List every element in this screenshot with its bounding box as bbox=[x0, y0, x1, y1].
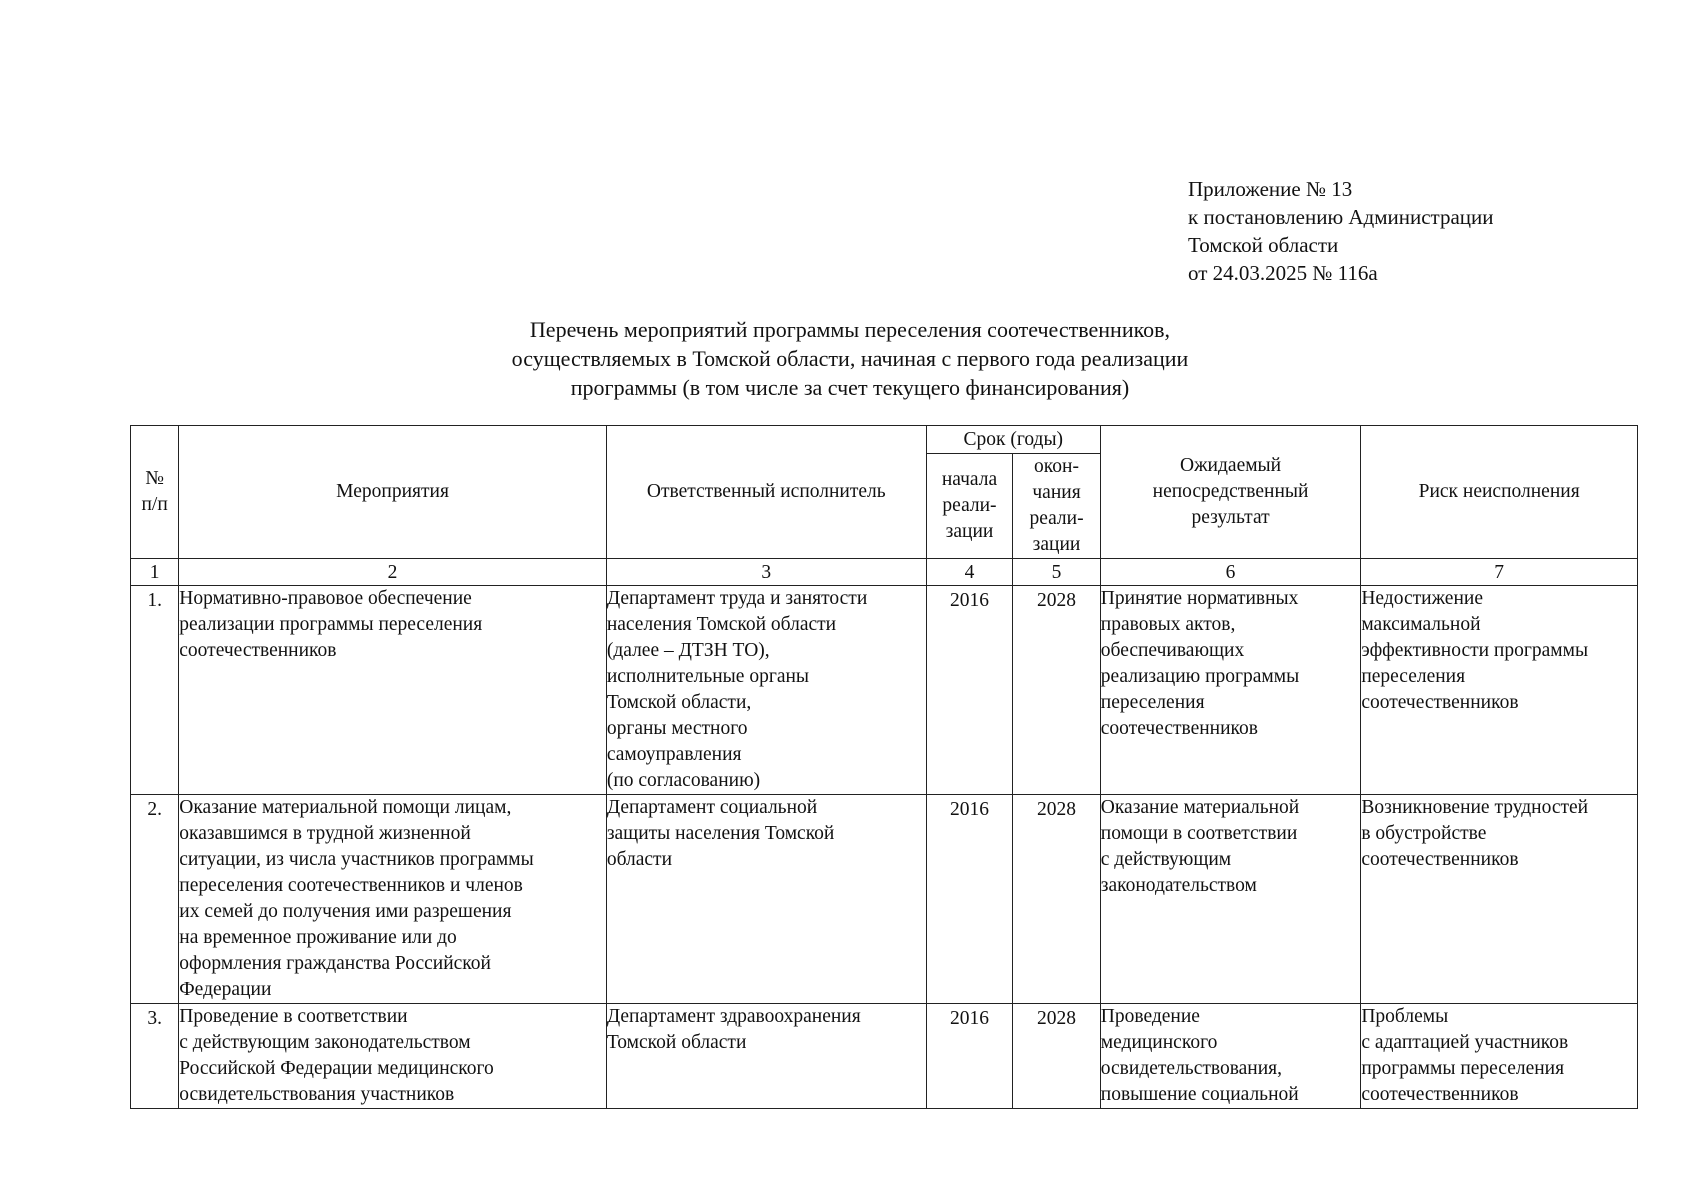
cell-line: Департамент здравоохранения bbox=[606, 1006, 861, 1027]
header-text: № bbox=[145, 468, 164, 489]
header-text: начала bbox=[941, 469, 998, 490]
header-start bbox=[926, 454, 1013, 559]
table-row bbox=[131, 586, 1638, 795]
end-year-cell: 2028 bbox=[1013, 1004, 1101, 1109]
header-result bbox=[1100, 426, 1361, 559]
cell-line: соотечественников bbox=[1361, 1084, 1519, 1105]
cell-line: переселения bbox=[1361, 666, 1466, 687]
header-text: зации bbox=[1032, 534, 1081, 555]
cell-line: в обустройстве bbox=[1361, 823, 1487, 844]
cell-line: законодательством bbox=[1100, 875, 1257, 896]
title-line: Перечень мероприятий программы переселения соотечественников, bbox=[529, 317, 1171, 342]
end-year-cell: 2028 bbox=[1013, 795, 1101, 1004]
result-cell bbox=[1100, 586, 1361, 795]
cell-line: переселения соотечественников и членов bbox=[179, 875, 523, 896]
cell-line: с действующим bbox=[1100, 849, 1232, 870]
result-cell bbox=[1100, 1004, 1361, 1109]
column-number: 1 bbox=[131, 559, 179, 586]
end-year-cell: 2028 bbox=[1013, 586, 1101, 795]
cell-line: соотечественников bbox=[1361, 849, 1519, 870]
header-text: зации bbox=[945, 521, 994, 542]
appendix-line: к постановлению Администрации bbox=[1188, 205, 1494, 229]
header-text: результат bbox=[1191, 507, 1270, 528]
row-number: 1. bbox=[131, 586, 179, 795]
appendix-line: от 24.03.2025 № 116а bbox=[1188, 261, 1378, 285]
table-row bbox=[131, 795, 1638, 1004]
cell-line: переселения bbox=[1100, 692, 1205, 713]
cell-line: Томской области bbox=[606, 1032, 747, 1053]
start-year-cell: 2016 bbox=[926, 1004, 1013, 1109]
measure-cell bbox=[179, 586, 607, 795]
column-number: 4 bbox=[926, 559, 1013, 586]
cell-line: Возникновение трудностей bbox=[1361, 797, 1589, 818]
cell-line: соотечественников bbox=[1100, 718, 1258, 739]
cell-line: (по согласованию) bbox=[606, 770, 761, 791]
cell-line: защиты населения Томской bbox=[606, 823, 835, 844]
cell-line: эффективности программы bbox=[1361, 640, 1589, 661]
header-text: п/п bbox=[141, 494, 168, 515]
header-text: Ожидаемый bbox=[1180, 455, 1282, 476]
column-numbers-row bbox=[131, 559, 1638, 586]
cell-line: соотечественников bbox=[1361, 692, 1519, 713]
cell-line: ситуации, из числа участников программы bbox=[179, 849, 534, 870]
cell-line: максимальной bbox=[1361, 614, 1481, 635]
header-measures: Мероприятия bbox=[179, 426, 607, 559]
cell-line: оказавшимся в трудной жизненной bbox=[179, 823, 471, 844]
cell-line: программы переселения bbox=[1361, 1058, 1565, 1079]
cell-line: Томской области, bbox=[606, 692, 752, 713]
cell-line: Департамент социальной bbox=[606, 797, 818, 818]
cell-line: реализацию программы bbox=[1100, 666, 1300, 687]
measures-table bbox=[130, 425, 1638, 1109]
cell-line: помощи в соответствии bbox=[1100, 823, 1298, 844]
risk-cell bbox=[1361, 586, 1638, 795]
header-risk: Риск неисполнения bbox=[1361, 426, 1638, 559]
title-line: программы (в том числе за счет текущего финансирования) bbox=[570, 375, 1130, 400]
result-cell bbox=[1100, 795, 1361, 1004]
header-term: Срок (годы) bbox=[926, 426, 1100, 454]
cell-line: правовых актов, bbox=[1100, 614, 1236, 635]
column-number: 6 bbox=[1100, 559, 1361, 586]
cell-line: самоуправления bbox=[606, 744, 742, 765]
header-no bbox=[131, 426, 179, 559]
header-executor: Ответственный исполнитель bbox=[606, 426, 926, 559]
measure-cell bbox=[179, 1004, 607, 1109]
document-title bbox=[400, 315, 1300, 402]
header-text: чания bbox=[1032, 482, 1081, 503]
cell-line: освидетельствования участников bbox=[179, 1084, 455, 1105]
cell-line: Оказание материальной bbox=[1100, 797, 1300, 818]
cell-line: освидетельствования, bbox=[1100, 1058, 1283, 1079]
cell-line: Федерации bbox=[179, 979, 272, 1000]
cell-line: обеспечивающих bbox=[1100, 640, 1245, 661]
appendix-block bbox=[1188, 175, 1494, 287]
executor-cell bbox=[606, 1004, 926, 1109]
cell-line: соотечественников bbox=[179, 640, 337, 661]
column-number: 7 bbox=[1361, 559, 1638, 586]
cell-line: Департамент труда и занятости bbox=[606, 588, 868, 609]
cell-line: с адаптацией участников bbox=[1361, 1032, 1569, 1053]
header-text: реали- bbox=[942, 495, 997, 516]
cell-line: с действующим законодательством bbox=[179, 1032, 471, 1053]
cell-line: органы местного bbox=[606, 718, 748, 739]
header-end bbox=[1013, 454, 1101, 559]
cell-line: Оказание материальной помощи лицам, bbox=[179, 797, 512, 818]
start-year-cell: 2016 bbox=[926, 795, 1013, 1004]
start-year-cell: 2016 bbox=[926, 586, 1013, 795]
column-number: 3 bbox=[606, 559, 926, 586]
measure-cell bbox=[179, 795, 607, 1004]
column-number: 5 bbox=[1013, 559, 1101, 586]
cell-line: их семей до получения ими разрешения bbox=[179, 901, 512, 922]
header-text: непосредственный bbox=[1152, 481, 1309, 502]
appendix-line: Приложение № 13 bbox=[1188, 177, 1353, 201]
risk-cell bbox=[1361, 795, 1638, 1004]
cell-line: Российской Федерации медицинского bbox=[179, 1058, 494, 1079]
cell-line: на временное проживание или до bbox=[179, 927, 457, 948]
cell-line: области bbox=[606, 849, 673, 870]
cell-line: Проведение bbox=[1100, 1006, 1200, 1027]
column-number: 2 bbox=[179, 559, 607, 586]
risk-cell bbox=[1361, 1004, 1638, 1109]
executor-cell bbox=[606, 795, 926, 1004]
cell-line: оформления гражданства Российской bbox=[179, 953, 491, 974]
cell-line: населения Томской области bbox=[606, 614, 837, 635]
executor-cell bbox=[606, 586, 926, 795]
cell-line: медицинского bbox=[1100, 1032, 1218, 1053]
cell-line: повышение социальной bbox=[1100, 1084, 1299, 1105]
table-row bbox=[131, 1004, 1638, 1109]
cell-line: Нормативно-правовое обеспечение bbox=[179, 588, 472, 609]
cell-line: Принятие нормативных bbox=[1100, 588, 1299, 609]
appendix-line: Томской области bbox=[1188, 233, 1339, 257]
row-number: 2. bbox=[131, 795, 179, 1004]
cell-line: исполнительные органы bbox=[606, 666, 810, 687]
header-text: реали- bbox=[1029, 508, 1084, 529]
header-text: окон- bbox=[1034, 456, 1079, 477]
cell-line: Недостижение bbox=[1361, 588, 1483, 609]
title-line: осуществляемых в Томской области, начиная с первого года реализации bbox=[511, 346, 1189, 371]
cell-line: Проблемы bbox=[1361, 1006, 1449, 1027]
cell-line: реализации программы переселения bbox=[179, 614, 483, 635]
cell-line: Проведение в соответствии bbox=[179, 1006, 408, 1027]
cell-line: (далее – ДТЗН ТО), bbox=[606, 640, 770, 661]
row-number: 3. bbox=[131, 1004, 179, 1109]
